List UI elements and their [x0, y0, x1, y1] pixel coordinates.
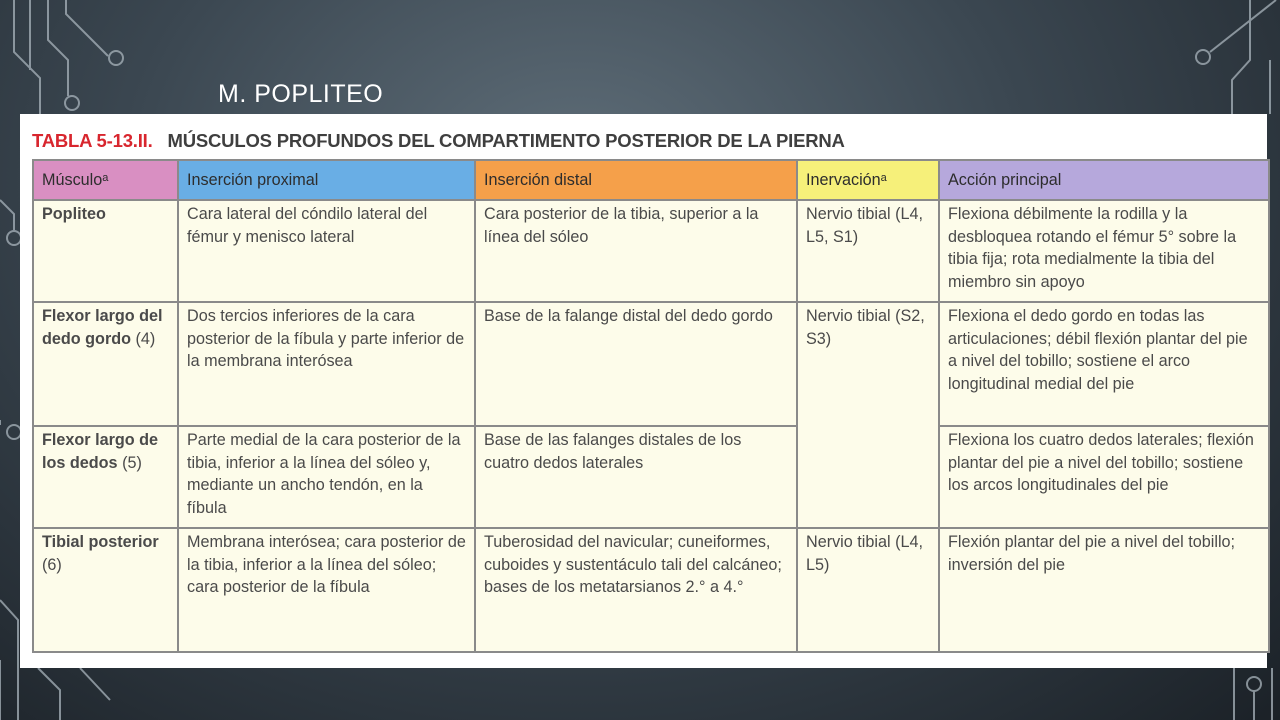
cell-proximal: Dos tercios inferiores de la cara posterior de la fíbula y parte inferior de la membrana interósea	[178, 302, 475, 426]
muscles-table	[32, 159, 1270, 653]
cell-action: Flexión plantar del pie a nivel del tobillo; inversión del pie	[939, 528, 1269, 652]
circuit-line	[0, 200, 14, 230]
cell-nerve: Nervio tibial (L4, L5, S1)	[797, 200, 939, 302]
header-distal: Inserción distal	[475, 160, 797, 200]
circuit-line	[0, 600, 18, 720]
muscle-name: Tibial posterior	[42, 533, 159, 551]
muscle-number: (4)	[135, 329, 156, 348]
muscle-name: Flexor largo del dedo gordo	[42, 307, 163, 348]
cell-action: Flexiona débilmente la rodilla y la desbloquea rotando el fémur 5° sobre la tibia fija; rota medialmente la tibia del miembro sin apoyo	[939, 200, 1269, 302]
table-row	[33, 200, 1269, 302]
cell-muscle	[33, 200, 178, 302]
circuit-line	[1210, 0, 1276, 52]
circuit-line	[66, 0, 108, 56]
circuit-node	[7, 425, 21, 439]
circuit-line	[80, 668, 110, 700]
table-row	[33, 302, 1269, 426]
circuit-node	[1196, 50, 1210, 64]
slide-title: M. POPLITEO	[218, 80, 384, 108]
muscle-name: Flexor largo de los dedos	[42, 431, 159, 472]
muscle-number: (6)	[42, 555, 62, 574]
circuit-line	[38, 668, 60, 720]
cell-muscle	[33, 426, 178, 528]
muscle-name: Popliteo	[42, 205, 106, 223]
table-title: MÚSCULOS PROFUNDOS DEL COMPARTIMENTO POSTERIOR DE LA PIERNA	[167, 130, 845, 151]
cell-distal: Base de la falange distal del dedo gordo	[475, 302, 797, 426]
cell-proximal: Cara lateral del cóndilo lateral del fémur y menisco lateral	[178, 200, 475, 302]
table-figure	[20, 114, 1267, 668]
circuit-node	[65, 96, 79, 110]
header-muscle: Músculoᵃ	[33, 160, 178, 200]
circuit-node	[109, 51, 123, 65]
table-row	[33, 528, 1269, 652]
cell-nerve: Nervio tibial (S2, S3)	[797, 302, 939, 528]
cell-distal: Cara posterior de la tibia, superior a la línea del sóleo	[475, 200, 797, 302]
cell-nerve: Nervio tibial (L4, L5)	[797, 528, 939, 652]
cell-proximal: Parte medial de la cara posterior de la tibia, inferior a la línea del sóleo y, mediante un ancho tendón, en la fíbula	[178, 426, 475, 528]
circuit-node	[7, 231, 21, 245]
cell-muscle	[33, 528, 178, 652]
header-nerve: Inervaciónᵃ	[797, 160, 939, 200]
cell-action: Flexiona el dedo gordo en todas las articulaciones; débil flexión plantar del pie a nivel del tobillo; sostiene el arco longitudinal medial del pie	[939, 302, 1269, 426]
cell-muscle	[33, 302, 178, 426]
table-header-row	[33, 160, 1269, 200]
cell-action: Flexiona los cuatro dedos laterales; flexión plantar del pie a nivel del tobillo; sostiene los arcos longitudinales del pie	[939, 426, 1269, 528]
header-proximal: Inserción proximal	[178, 160, 475, 200]
table-code: TABLA 5-13.II.	[32, 130, 153, 151]
cell-distal: Base de las falanges distales de los cuatro dedos laterales	[475, 426, 797, 528]
table-heading	[32, 130, 1255, 152]
table-row	[33, 426, 1269, 528]
cell-proximal: Membrana interósea; cara posterior de la tibia, inferior a la línea del sóleo; cara posterior de la fíbula	[178, 528, 475, 652]
circuit-node	[1247, 677, 1261, 691]
cell-distal: Tuberosidad del navicular; cuneiformes, cuboides y sustentáculo tali del calcáneo; bases de los metatarsianos 2.° a 4.°	[475, 528, 797, 652]
muscle-number: (5)	[122, 453, 142, 472]
circuit-line	[1232, 0, 1250, 114]
header-action: Acción principal	[939, 160, 1269, 200]
